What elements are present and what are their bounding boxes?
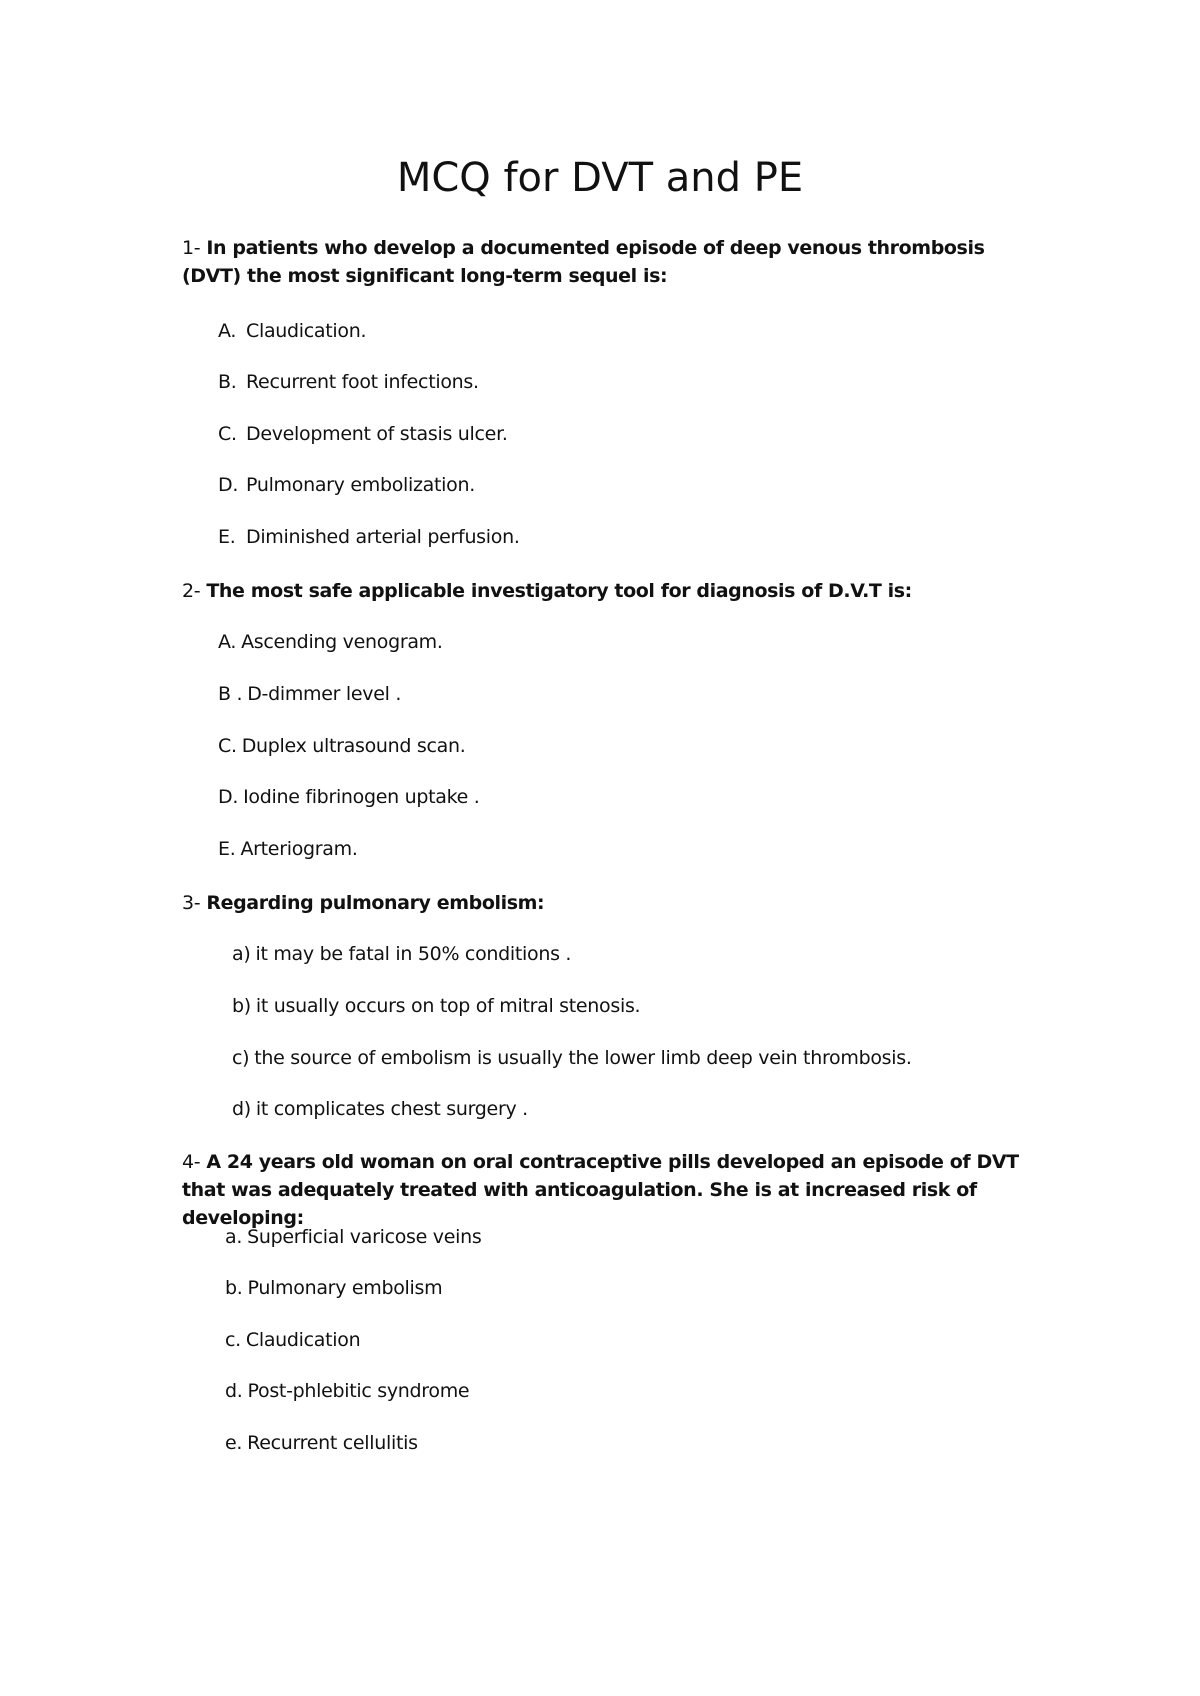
option-label: a) [232,943,251,965]
question-number: 3- [182,892,201,914]
option-text: Pulmonary embolization. [246,474,475,496]
question-text: Regarding pulmonary embolism: [206,892,545,914]
option-label: A. [218,631,237,653]
q4-option-c [225,1327,360,1353]
option-text: it may be fatal in 50% conditions . [255,943,572,965]
question-number: 2- [182,580,201,602]
question-4 [182,1148,1032,1232]
q1-option-b [218,369,479,395]
question-text: A 24 years old woman on oral contraceptive pills developed an episode of DVT that was adequately treated with anticoagulation. She is at increased risk of developing: [182,1151,1019,1229]
option-text: it complicates chest surgery . [255,1098,528,1120]
q3-option-b [232,993,640,1019]
question-number: 4- [182,1151,201,1173]
option-text: it usually occurs on top of mitral stenosis. [255,995,641,1017]
option-label: a. [225,1226,243,1248]
option-text: Diminished arterial perfusion. [246,526,520,548]
q1-option-a [218,318,366,344]
q1-option-c [218,421,508,447]
option-label: d) [232,1098,251,1120]
q3-option-a [232,941,571,967]
option-text: Iodine fibrinogen uptake . [243,786,480,808]
option-label: b. [225,1277,243,1299]
option-label: E. [218,526,236,548]
question-text: The most safe applicable investigatory tool for diagnosis of D.V.T is: [206,580,912,602]
option-label: C. [218,735,237,757]
option-text: Claudication [245,1329,361,1351]
q3-option-d [232,1096,528,1122]
page-title: MCQ for DVT and PE [396,155,804,201]
option-label: E. [218,838,236,860]
option-text: Arteriogram. [240,838,358,860]
option-label: C. [218,423,237,445]
q4-option-b [225,1275,442,1301]
q3-option-c [232,1045,912,1071]
q4-option-d [225,1378,469,1404]
option-label: A. [218,320,237,342]
option-text: D-dimmer level . [247,683,402,705]
q1-option-d [218,472,475,498]
option-text: Ascending venogram. [241,631,443,653]
q2-option-b [218,681,401,707]
option-label: d. [225,1380,243,1402]
q4-option-e [225,1430,418,1456]
q4-option-a [225,1224,481,1250]
q2-option-a [218,629,443,655]
question-1 [182,234,1032,290]
q2-option-e [218,836,358,862]
question-2 [182,577,1032,605]
option-text: Post-phlebitic syndrome [247,1380,470,1402]
option-text: Pulmonary embolism [247,1277,443,1299]
option-text: Recurrent cellulitis [247,1432,418,1454]
q2-option-d [218,784,480,810]
option-label: B . [218,683,243,705]
option-text: Superficial varicose veins [247,1226,482,1248]
option-label: c) [232,1047,250,1069]
option-label: D. [218,786,239,808]
option-label: b) [232,995,251,1017]
question-number: 1- [182,237,201,259]
option-text: Duplex ultrasound scan. [241,735,466,757]
option-label: D. [218,474,239,496]
option-text: the source of embolism is usually the lower limb deep vein thrombosis. [254,1047,912,1069]
option-label: c. [225,1329,241,1351]
option-label: B. [218,371,237,393]
question-3 [182,889,1032,917]
q2-option-c [218,733,465,759]
question-text: In patients who develop a documented episode of deep venous thrombosis (DVT) the most significant long-term sequel is: [182,237,985,287]
option-text: Claudication. [246,320,367,342]
option-text: Development of stasis ulcer. [246,423,508,445]
option-label: e. [225,1432,243,1454]
q1-option-e [218,524,520,550]
option-text: Recurrent foot infections. [246,371,479,393]
